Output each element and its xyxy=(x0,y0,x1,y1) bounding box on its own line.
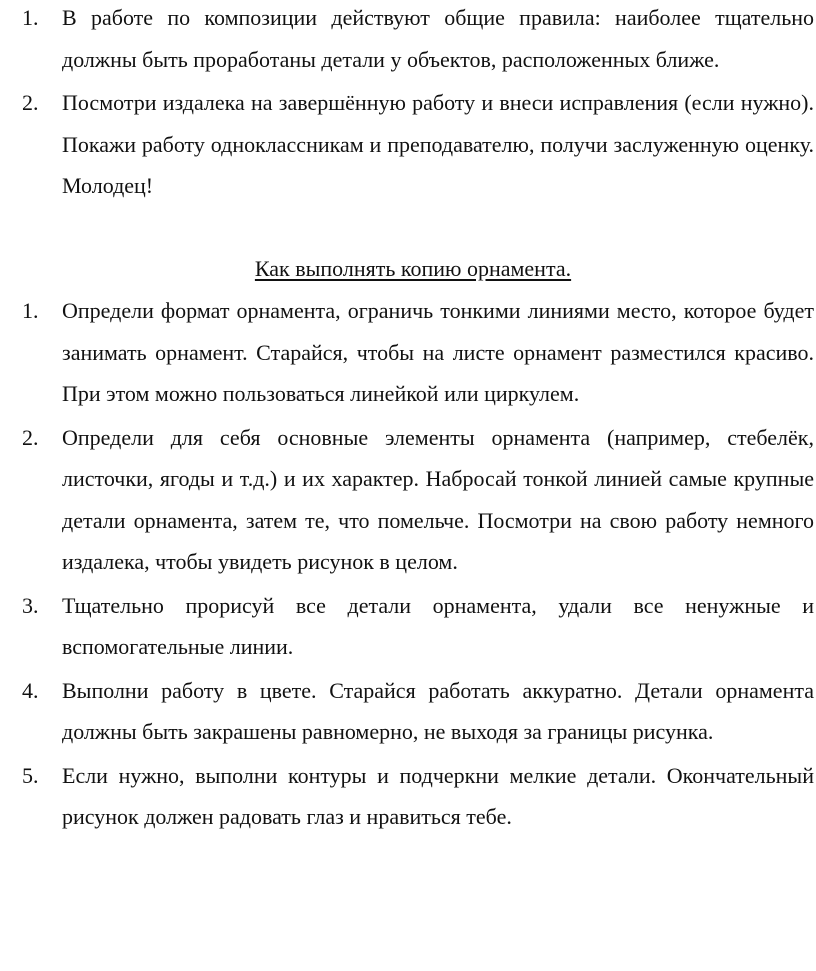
steps-section xyxy=(0,290,816,838)
list-item-number: 5. xyxy=(22,762,39,788)
list-item-text: Определи для себя основные элементы орнамента (например, стебелёк, листочки, ягоды и т.д.) и их характер. Набросай тонкой линией самые крупные детали орнамента, затем те, что помельче. Посмотри на свою работу немного издалека, чтобы увидеть рисунок в целом. xyxy=(62,424,814,574)
list-item-text: Определи формат орнамента, ограничь тонкими линиями место, которое будет занимать орнамент. Старайся, чтобы на листе орнамент разместился красиво. При этом можно пользоваться линейкой или циркулем. xyxy=(62,298,814,406)
list-item-text: Если нужно, выполни контуры и подчеркни мелкие детали. Окончательный рисунок должен радовать глаз и нравиться тебе. xyxy=(62,762,814,829)
list-item xyxy=(0,0,816,80)
list-item xyxy=(0,82,816,207)
list-item-text: Посмотри издалека на завершённую работу и внеси исправления (если нужно). Покажи работу одноклассникам и преподавателю, получи заслуженную оценку. Молодец! xyxy=(62,90,814,198)
top-numbered-list xyxy=(0,0,816,207)
section-heading: Как выполнять копию орнамента. xyxy=(254,256,572,281)
list-item-number: 1. xyxy=(22,5,39,30)
list-item xyxy=(0,585,816,668)
top-list-section xyxy=(0,0,816,207)
list-item-number: 3. xyxy=(22,592,39,618)
list-item-number: 2. xyxy=(22,424,39,450)
list-item-text: В работе по композиции действуют общие правила: наиболее тщательно должны быть проработаны детали у объектов, расположенных ближе. xyxy=(62,5,814,72)
list-item-number: 1. xyxy=(22,298,39,323)
list-item-number: 4. xyxy=(22,677,39,703)
steps-numbered-list xyxy=(0,290,816,838)
section-heading-wrap xyxy=(0,248,816,290)
list-item xyxy=(0,417,816,583)
list-item xyxy=(0,755,816,838)
list-item xyxy=(0,290,816,415)
list-item-number: 2. xyxy=(22,90,39,115)
list-item-text: Тщательно прорисуй все детали орнамента, удали все ненужные и вспомогательные линии. xyxy=(62,592,814,659)
list-item xyxy=(0,670,816,753)
list-item-text: Выполни работу в цвете. Старайся работать аккуратно. Детали орнамента должны быть закрашены равномерно, не выходя за границы рисунка. xyxy=(62,677,814,744)
